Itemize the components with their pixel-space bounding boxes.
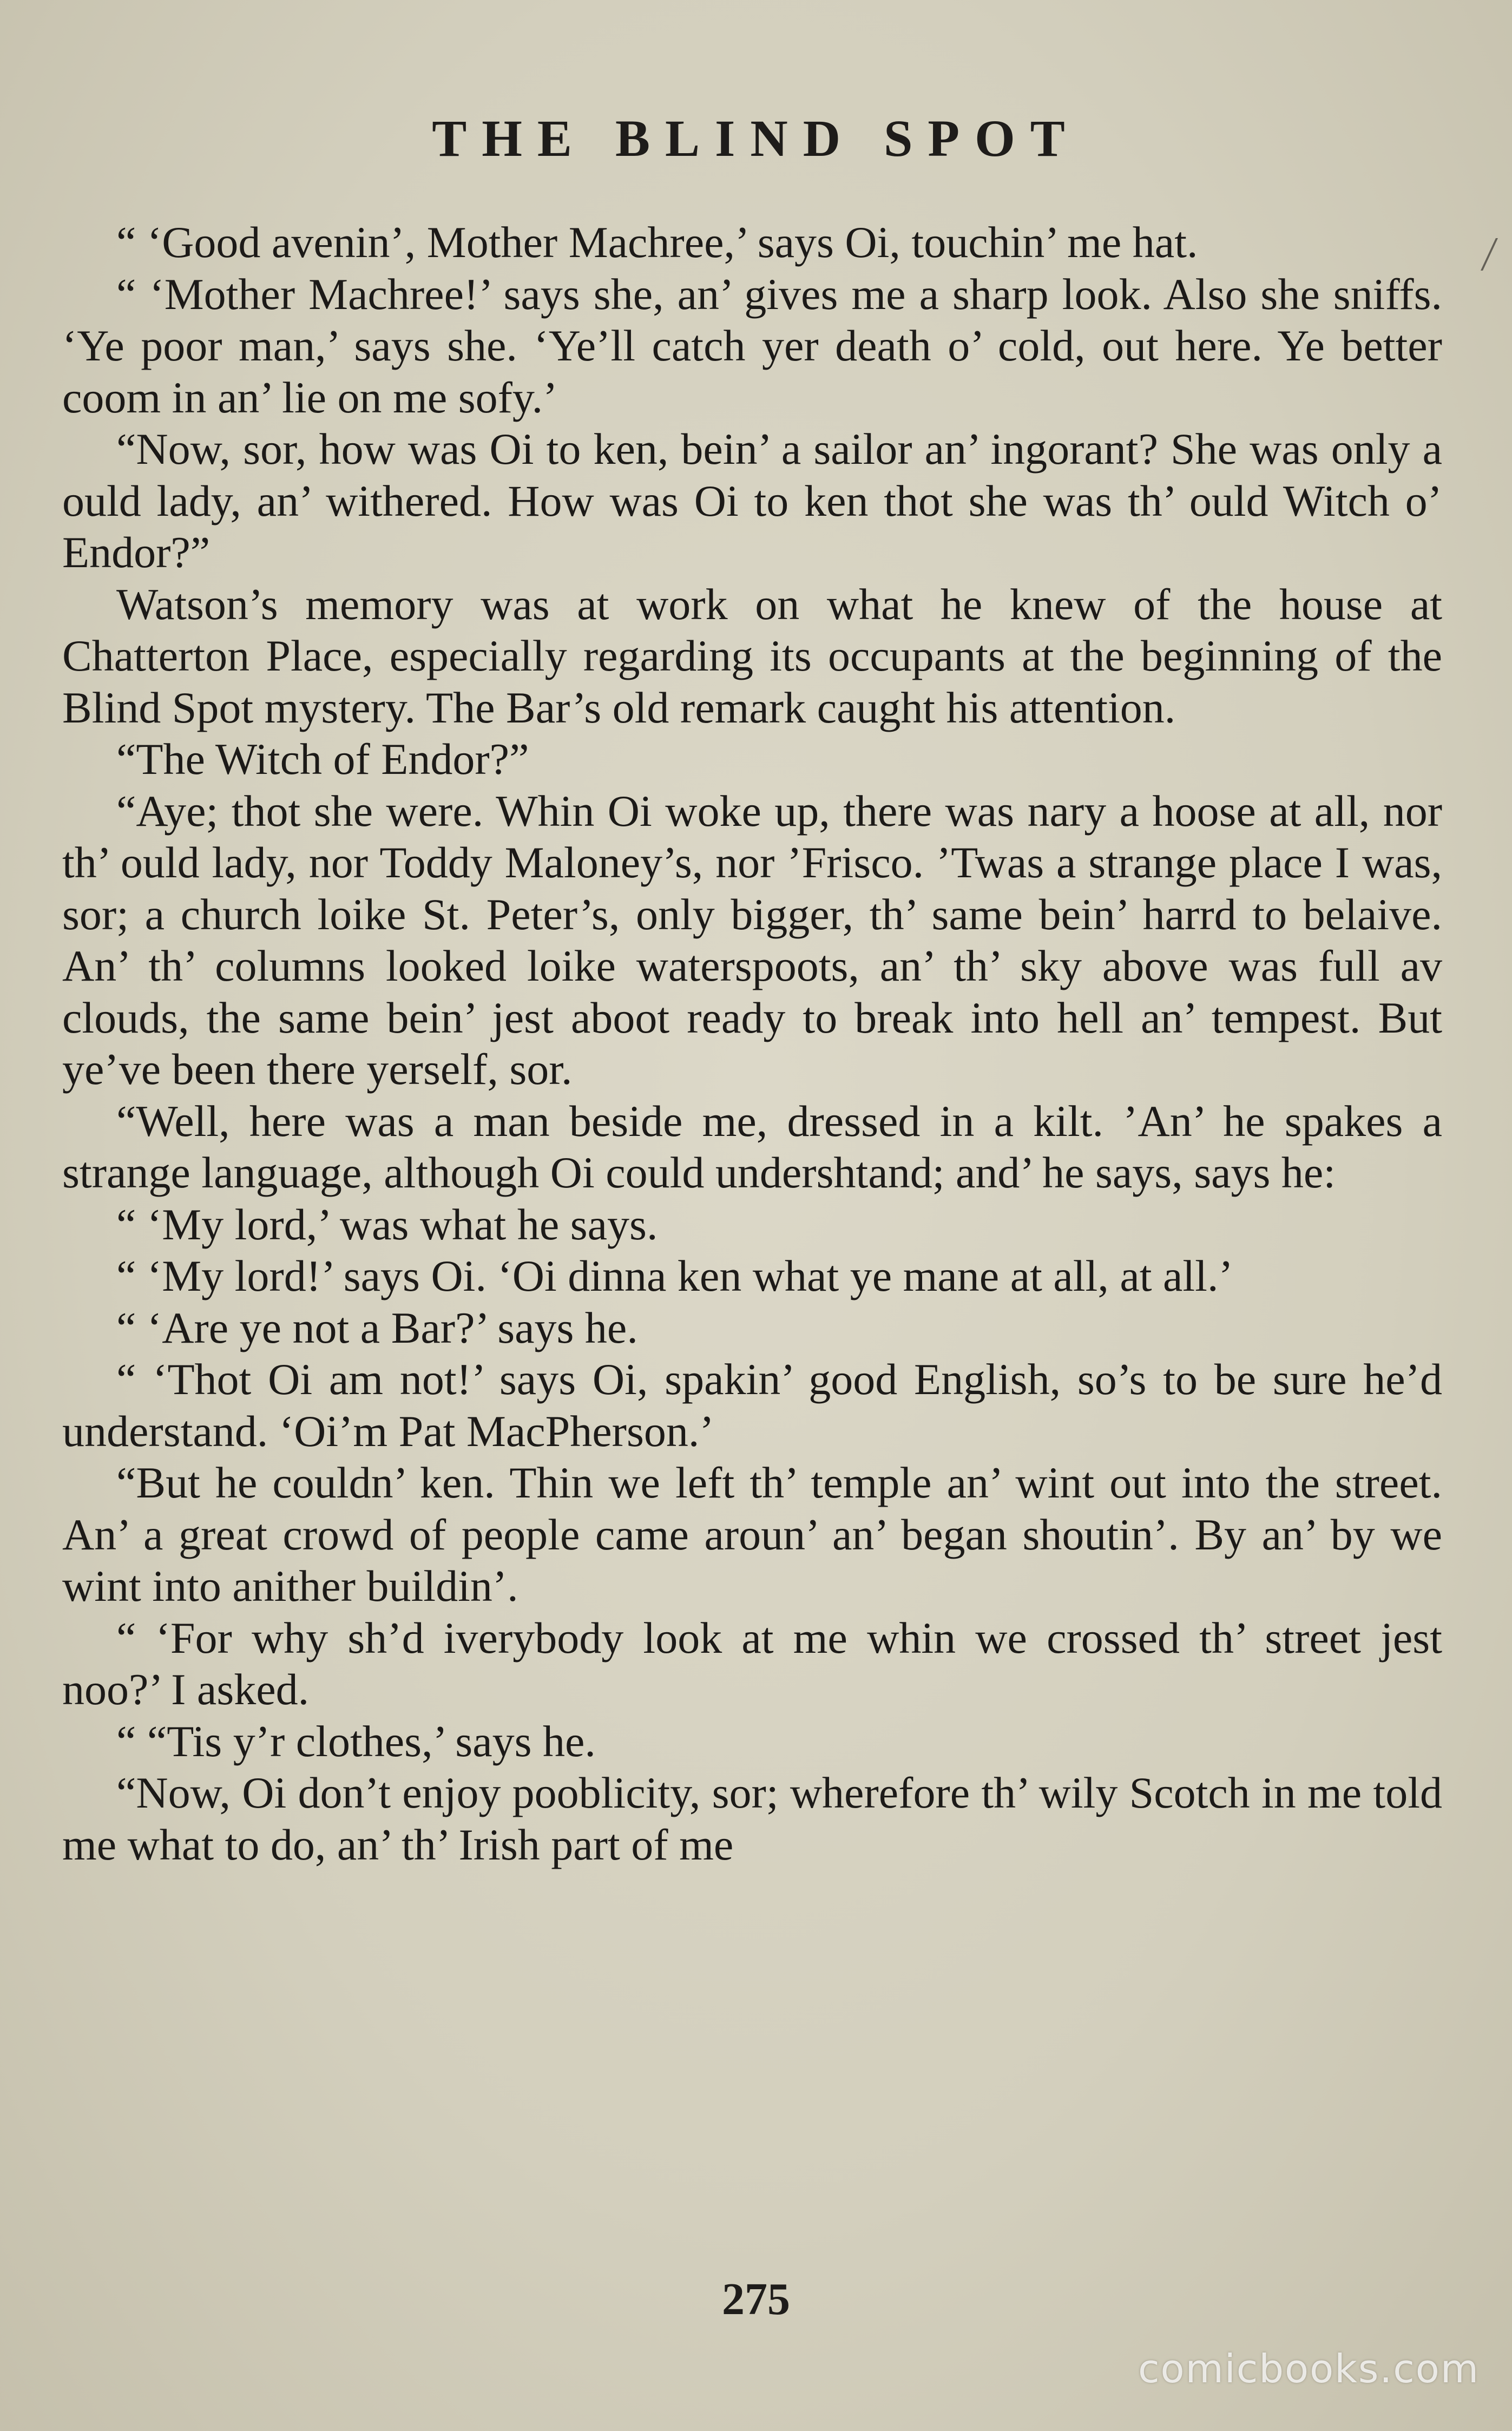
paragraph: “ ‘Are ye not a Bar?’ says he. (116, 1303, 638, 1352)
paragraph: “But he couldn’ ken. Thin we left th’ temple an’ wint out into the street. An’ a great crowd of people came aroun’ an’ began shoutin’. By an’ by we wint into anither buildin’. (62, 1458, 1442, 1611)
paragraph: “Well, here was a man beside me, dressed in a kilt. ’An’ he spakes a strange language, although Oi could undershtand; and’ he says, says he: (62, 1096, 1442, 1197)
margin-pencil-mark (1459, 238, 1498, 271)
body-text (62, 216, 1442, 1870)
page-number: 275 (722, 2274, 790, 2324)
paragraph: Watson’s memory was at work on what he knew of the house at Chatterton Place, especially regarding its occupants at the beginning of the Blind Spot mystery. The Bar’s old remark caught his attention. (62, 579, 1442, 732)
watermark: comicbooks.com (1138, 2346, 1480, 2391)
paragraph: “ “Tis y’r clothes,’ says he. (116, 1716, 596, 1766)
paragraph: “ ‘Thot Oi am not!’ says Oi, spakin’ good English, so’s to be sure he’d understand. ‘Oi’m Pat MacPherson.’ (62, 1355, 1442, 1456)
paragraph: “ ‘For why sh’d iverybody look at me whin we crossed th’ street jest noo?’ I asked. (62, 1613, 1442, 1714)
paragraph: “The Witch of Endor?” (116, 734, 529, 784)
paragraph: “ ‘Good avenin’, Mother Machree,’ says Oi, touchin’ me hat. (116, 218, 1198, 267)
paragraph: “ ‘My lord!’ says Oi. ‘Oi dinna ken what ye mane at all, at all.’ (116, 1251, 1233, 1300)
paragraph: “Now, sor, how was Oi to ken, bein’ a sailor an’ ingorant? She was only a ould lady, an’ withered. How was Oi to ken thot she was th’ ould Witch o’ Endor?” (62, 424, 1442, 577)
running-head: THE BLIND SPOT (432, 109, 1080, 167)
paragraph: “ ‘My lord,’ was what he says. (116, 1199, 658, 1249)
paragraph: “Now, Oi don’t enjoy pooblicity, sor; wherefore th’ wily Scotch in me told me what to do, an’ th’ Irish part of me (62, 1768, 1442, 1869)
paragraph: “ ‘Mother Machree!’ says she, an’ gives me a sharp look. Also she sniffs. ‘Ye poor man,’ says she. ‘Ye’ll catch yer death o’ cold, out here. Ye better coom in an’ lie on me sofy.’ (62, 269, 1442, 422)
paragraph: “Aye; thot she were. Whin Oi woke up, there was nary a hoose at all, nor th’ ould lady, nor Toddy Maloney’s, nor ’Frisco. ’Twas a strange place I was, sor; a church loike St. Peter’s, only bigger, th’ same bein’ harrd to belaive. An’ th’ columns looked loike waterspoots, an’ th’ sky above was full av clouds, the same bein’ jest aboot ready to break into hell an’ tempest. But ye’ve been there yerself, sor. (62, 786, 1442, 1094)
